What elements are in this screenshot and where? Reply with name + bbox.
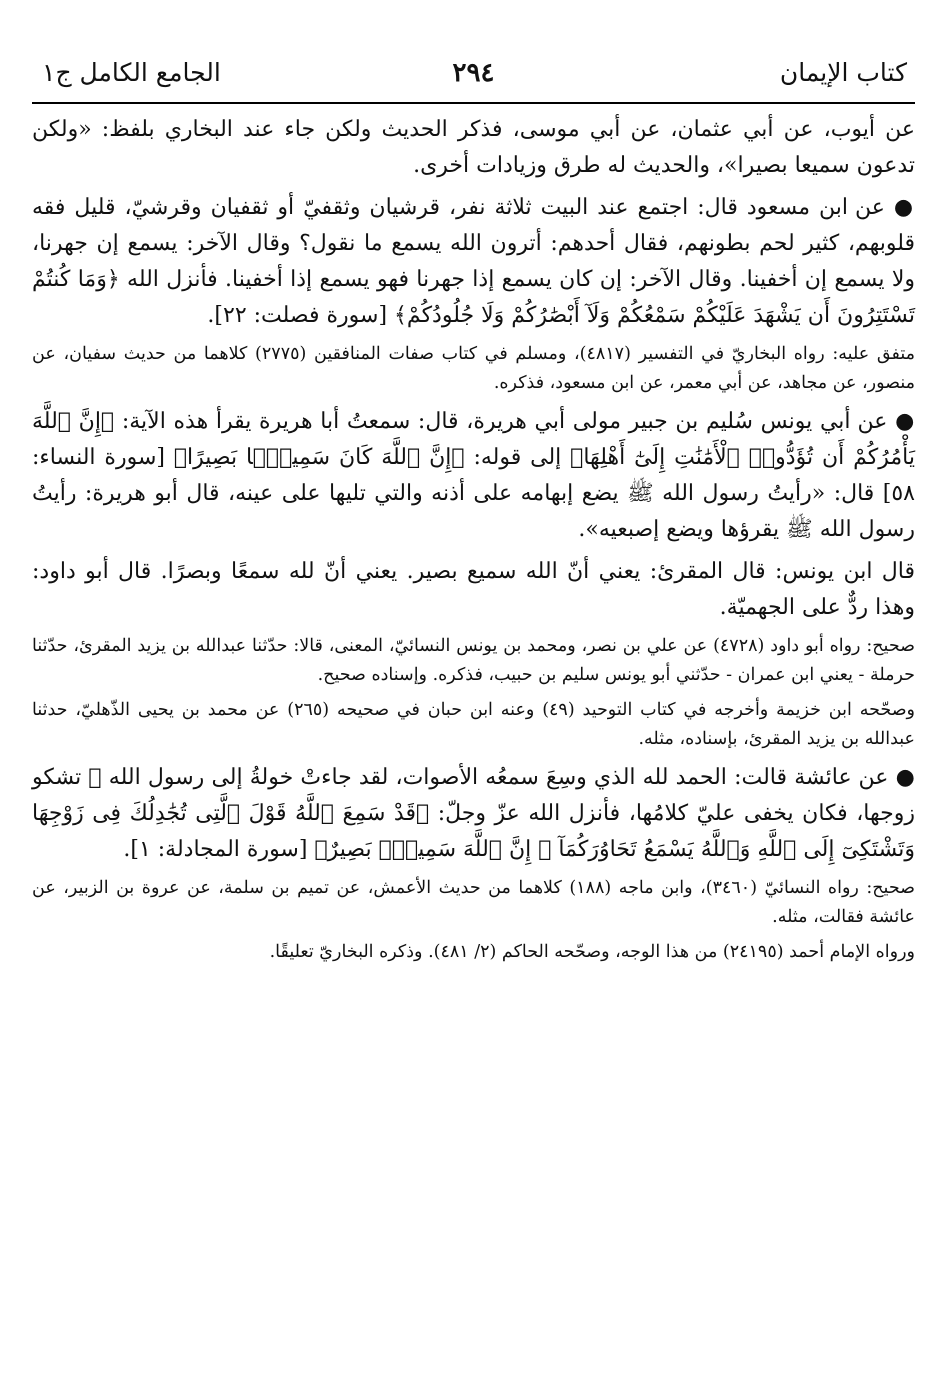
note-text: متفق عليه: رواه البخاريّ في التفسير (٤٨١٧)، ومسلم في كتاب صفات المنافقين (٢٧٧٥) كلاهما من حديث سفيان، عن منصور، عن مجاهد، عن أبي معمر، عن ابن مسعود، فذكره. [32,344,915,393]
hadith-abu-yunus [32,404,915,548]
book-title: الجامع الكامل ج١ [42,58,221,87]
note-text: وصحّحه ابن خزيمة وأخرجه في كتاب التوحيد (٤٩) وعنه ابن حبان في صحيحه (٢٦٥) عن محمد بن يحيى الذّهليّ، حدثنا عبدالله بن يزيد المقرئ، بإسناده، مثله. [32,700,916,749]
bullet-icon: ● [895,765,915,790]
paragraph-text: عن أيوب، عن أبي عثمان، عن أبي موسى، فذكر الحديث ولكن جاء عند البخاري بلفظ: «ولكن تدعون سميعا بصيرا»، والحديث له طرق وزيادات أخرى. [32,117,915,178]
page-number: ٢٩٤ [452,58,495,88]
note-text: صحيح: رواه النسائيّ (٣٤٦٠)، وابن ماجه (١٨٨) كلاهما من حديث الأعمش، عن تميم بن سلمة، عن عروة بن الزبير، عن عائشة فقالت، مثله. [32,878,915,927]
takhrij-note-4 [32,874,915,932]
chapter-title: كتاب الإيمان [779,58,907,87]
bullet-icon: ● [895,409,915,434]
hadith-aisha [32,760,915,868]
running-header [32,58,915,96]
takhrij-note-5 [32,938,915,967]
bullet-icon: ● [893,195,915,220]
hadith-text: عن أبي يونس سُليم بن جبير مولى أبي هريرة، قال: سمعتُ أبا هريرة يقرأ هذه الآية: ﴿إِنَّ ٱللَّهَ يَأْمُرُكُمْ أَن تُؤَدُّوا۟ ٱلْأَمَٰنَٰتِ إِلَىٰٓ أَهْلِهَا﴾ إلى قوله: ﴿إِنَّ ٱللَّهَ كَانَ سَمِيعًۢا بَصِيرًا﴾ [سورة النساء: ٥٨] قال: «رأيتُ رسول الله ﷺ يضع إبهامه على أذنه والتي تليها على عينه، قال أبو هريرة: رأيتُ رسول الله ﷺ يقرؤها ويضع إصبعيه». [32,409,915,542]
takhrij-note-3 [32,696,915,754]
page-content [32,112,915,967]
note-text: ورواه الإمام أحمد (٢٤١٩٥) من هذا الوجه، وصحّحه الحاكم (٢/ ٤٨١). وذكره البخاريّ تعليقًا. [269,942,915,962]
paragraph-text: قال ابن يونس: قال المقرئ: يعني أنّ الله سميع بصير. يعني أنّ لله سمعًا وبصرًا. قال أبو داود: وهذا ردٌّ على الجهميّة. [32,559,915,620]
header-rule [32,102,915,104]
note-text: صحيح: رواه أبو داود (٤٧٢٨) عن علي بن نصر، ومحمد بن يونس النسائيّ، المعنى، قالا: حدّثنا عبدالله بن يزيد المقرئ، حدّثنا حرملة - يعني ابن عمران - حدّثني أبو يونس سليم بن حبيب، فذكره. وإسناده صحيح. [32,636,915,685]
takhrij-note-1 [32,340,915,398]
hadith-text: عن ابن مسعود قال: اجتمع عند البيت ثلاثة نفر، قرشيان وثقفيّ أو ثقفيان وقرشيّ، قليل فقه قلوبهم، كثير لحم بطونهم، فقال أحدهم: أترون الله يسمع ما نقول؟ وقال الآخر: يسمع إن جهرنا، ولا يسمع إن أخفينا. وقال الآخر: إن كان يسمع إذا جهرنا فهو يسمع إذا أخفينا. فأنزل الله ﴿وَمَا كُنتُمْ تَسْتَتِرُونَ أَن يَشْهَدَ عَلَيْكُمْ سَمْعُكُمْ وَلَآ أَبْصَٰرُكُمْ وَلَا جُلُودُكُمْ﴾ [سورة فصلت: ٢٢]. [32,195,916,328]
hadith-ibn-masud [32,190,915,334]
takhrij-note-2 [32,632,915,690]
commentary-ibn-yunus [32,554,915,626]
hadith-text: عن عائشة قالت: الحمد لله الذي وسِعَ سمعُه الأصوات، لقد جاءتْ خولةُ إلى رسول الله ﷺ تشكو زوجها، فكان يخفى عليّ كلامُها، فأنزل الله عزّ وجلّ: ﴿قَدْ سَمِعَ ٱللَّهُ قَوْلَ ٱلَّتِى تُجَٰدِلُكَ فِى زَوْجِهَا وَتَشْتَكِىٓ إِلَى ٱللَّهِ وَٱللَّهُ يَسْمَعُ تَحَاوُرَكُمَآ ۚ إِنَّ ٱللَّهَ سَمِيعٌۢ بَصِيرٌ﴾ [سورة المجادلة: ١]. [32,765,915,862]
paragraph-1 [32,112,915,184]
